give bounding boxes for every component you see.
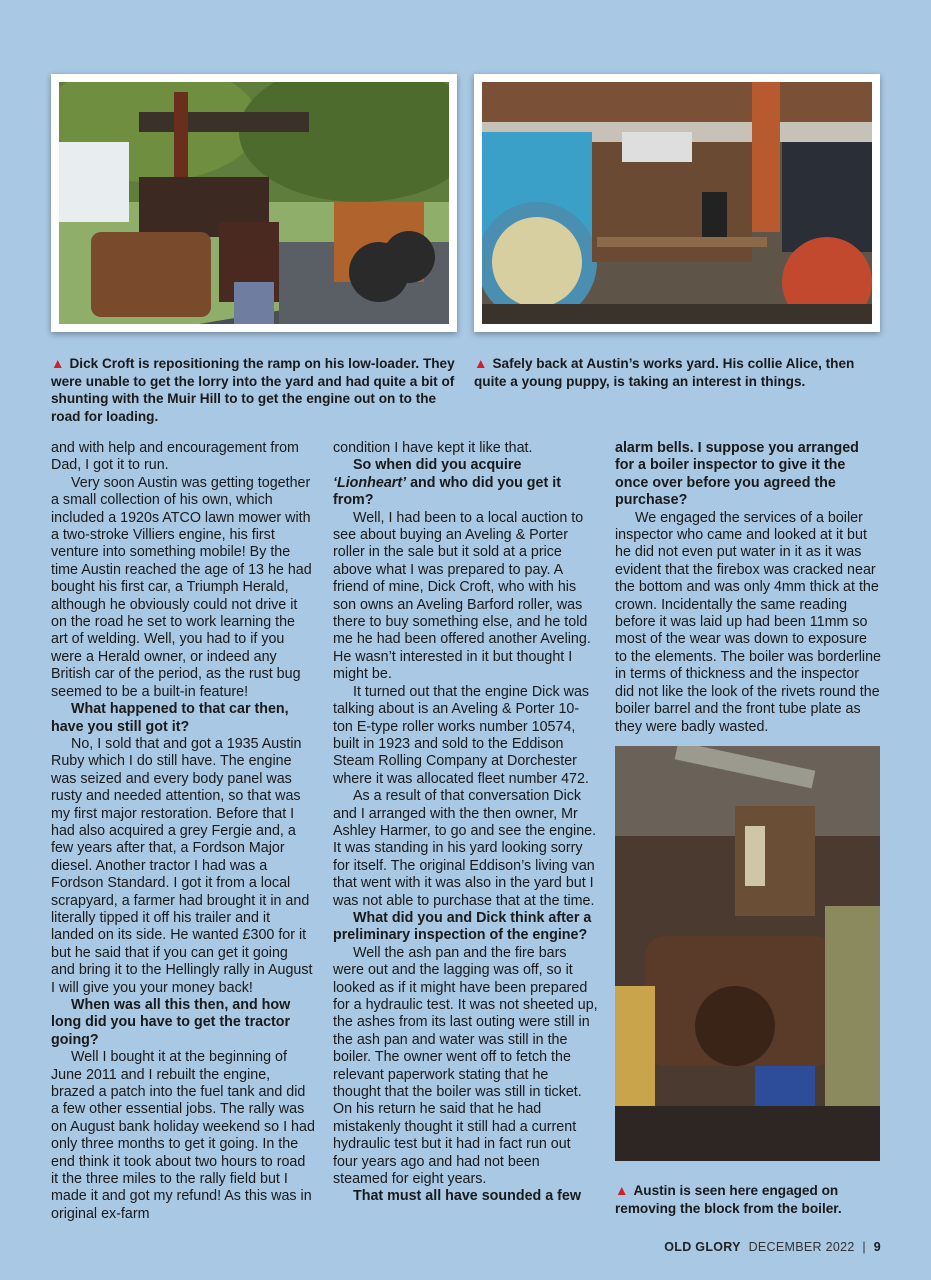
paragraph: and with help and encouragement from Dad, I got it to run. [51, 440, 299, 474]
paragraph: It turned out that the engine Dick was talking about is an Aveling & Porter 10-ton E-type roller works number 10574, built in 1923 and sold to the Eddison Steam Rolling Company at Dorchester where it was allocated fleet number 472. [333, 683, 590, 787]
footer-separator: | [862, 1240, 866, 1254]
caption-marker-icon: ▲ [474, 356, 488, 371]
issue-date: DECEMBER 2022 [748, 1240, 855, 1254]
caption-marker-icon: ▲ [615, 1183, 629, 1198]
photo-roller-on-road [51, 74, 457, 332]
caption-top-left [51, 355, 461, 425]
photo-boiler-block [615, 746, 880, 1161]
page-number: 9 [873, 1240, 881, 1254]
roller-on-road-image [59, 82, 449, 324]
paragraph: Well, I had been to a local auction to see about buying an Aveling & Porter roller in the sale but it sold at a price above what I was prepared to pay. A friend of mine, Dick Croft, who with his son owns an Aveling Barford roller, was there to buy something else, and he told me he had been offered another Aveling. He wasn’t interested in it but thought I might be. [333, 509, 591, 683]
caption-top-right [474, 355, 880, 390]
interview-question: When was all this then, and how long did you have to get the tractor going? [51, 997, 291, 1048]
interview-question: That must all have sounded a few [353, 1188, 582, 1205]
boiler-block-image [615, 746, 880, 1161]
caption-marker-icon: ▲ [51, 356, 65, 371]
interview-question [333, 457, 598, 509]
engine-in-yard-image [482, 82, 872, 324]
interview-question: alarm bells. I suppose you arranged for a boiler inspector to give it the once over before you agreed the purchase? [615, 440, 859, 509]
paragraph: No, I sold that and got a 1935 Austin Ruby which I do still have. The engine was seized and every body panel was rusty and needed attention, so that was my first major restoration. Before that I had also acquired a grey Fergie and, a few years after that, a Fordson Major diesel. Another tractor I had was a Fordson Standard. I got it from a local scrapyard, a farmer had brought it in and literally tipped it off his trailer and it landed on its side. He wanted £300 for it but he said that if you can get it going and bring it to the Hellingly rally in August I will give you your money back! [51, 735, 313, 996]
article-column-2 [333, 440, 598, 1206]
paragraph: condition I have kept it like that. [333, 440, 533, 456]
caption-right [615, 1182, 881, 1217]
paragraph: Well the ash pan and the fire bars were out and the lagging was off, so it looked as if it might have been prepared for a hydraulic test. It was not sheeted up, the ashes from its last outing were still in the ash pan and water was still in the boiler. The owner went off to fetch the relevant paperwork stating that he thought that the boiler was still in ticket. On his return he said that he had mistakenly thought it still had a current hydraulic test but it had in fact run out four years ago and had not been steamed for eight years. [333, 944, 598, 1188]
question-part: and who did you get it from? [333, 474, 561, 509]
photo-engine-in-yard [474, 74, 880, 332]
paragraph: Very soon Austin was getting together a small collection of his own, which included a 1920s ATCO lawn mower with a two-stroke Villiers engine, his first venture into something mobile! By the time Austin reached the age of 13 he had bought his first car, a Triumph Herald, although he obviously could not drive it on the road he set to work learning the art of welding. Well, you had to if you were a Herald owner, or indeed any British car of the period, as the rust bug seemed to be a built-in feature! [51, 474, 312, 700]
article-column-1 [51, 440, 315, 1223]
caption-text: Dick Croft is repositioning the ramp on his low-loader. They were unable to get the lorry into the yard and had quite a bit of shunting with the Muir Hill to to get the engine out on to the road for loading. [51, 356, 455, 424]
interview-question: What happened to that car then, have you still got it? [51, 701, 289, 735]
paragraph: Well I bought it at the beginning of June 2011 and I rebuilt the engine, brazed a patch into the fuel tank and did a few other essential jobs. The rally was on August bank holiday weekend so I had only three months to get it going. In the end think it took about two hours to road it the three miles to the rally field but I made it and got my refund! As this was in original ex-farm [51, 1049, 315, 1222]
magazine-name: OLD GLORY [664, 1240, 741, 1254]
caption-text: Safely back at Austin’s works yard. His collie Alice, then quite a young puppy, is taking an interest in things. [474, 356, 855, 389]
caption-text: Austin is seen here engaged on removing the block from the boiler. [615, 1183, 842, 1216]
paragraph: As a result of that conversation Dick and I arranged with the then owner, Mr Ashley Harmer, to go and see the engine. It was standing in his yard looking sorry for itself. The original Eddison’s living van that went with it was also in the yard but I was not able to purchase that at the time. [333, 788, 597, 909]
interview-question: What did you and Dick think after a preliminary inspection of the engine? [333, 909, 592, 944]
engine-name: ‘Lionheart’ [333, 474, 407, 491]
page-footer [664, 1240, 881, 1254]
question-part: So when did you acquire [353, 457, 522, 474]
article-column-3 [615, 440, 881, 736]
paragraph: We engaged the services of a boiler inspector who came and looked at it but he did not even put water in it as it was evident that the firebox was cracked near the bottom and was only 4mm thick at the crown. Incidentally the same reading before it was laid up had been 11mm so most of the wear was down to exposure to the elements. The boiler was borderline in terms of thickness and the inspector did not like the look of the rivets round the boiler barrel and the front tube plate as they were badly wasted. [615, 509, 881, 735]
